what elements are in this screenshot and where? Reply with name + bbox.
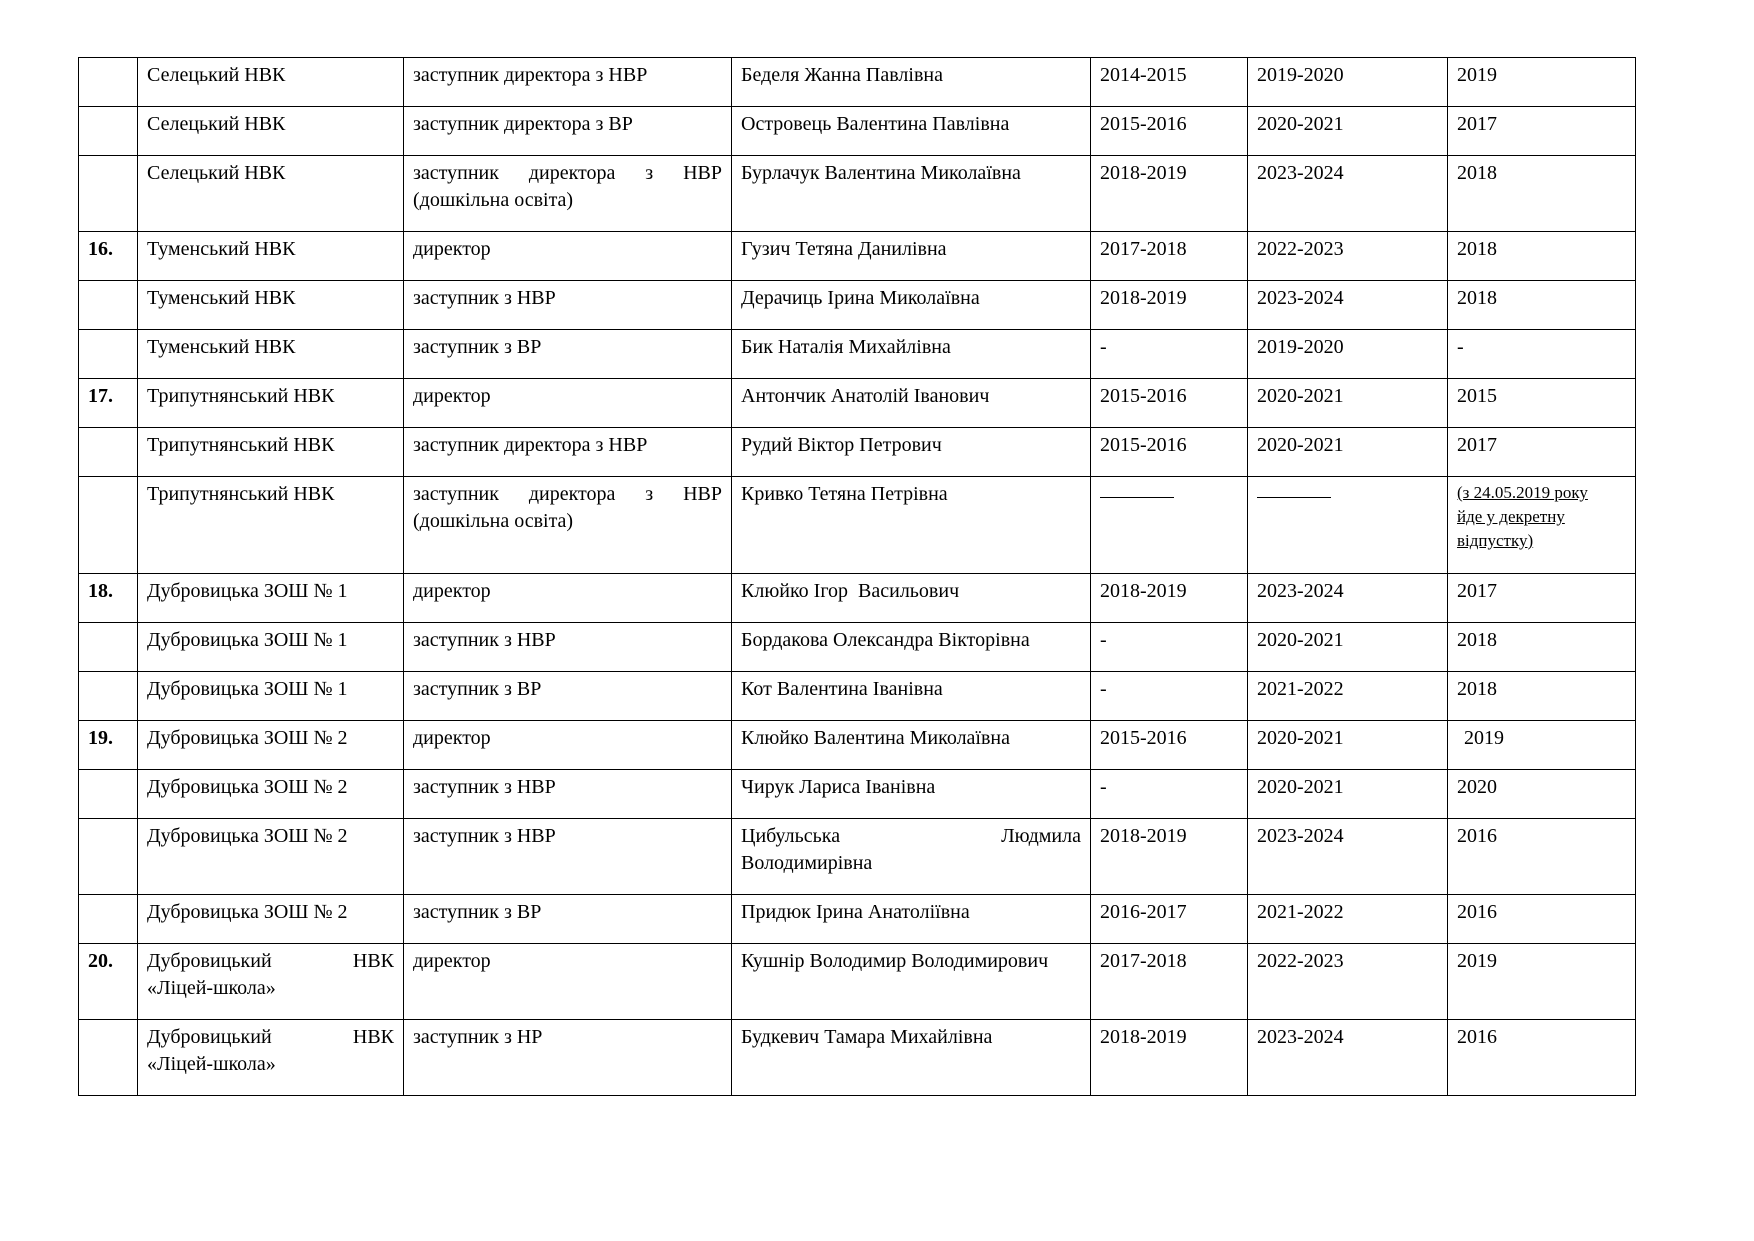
previous-period-cell: - (1091, 770, 1248, 819)
previous-period-cell: 2018-2019 (1091, 281, 1248, 330)
document-page (78, 57, 1635, 1096)
school-word: Дубровицький (147, 1026, 272, 1048)
year-cell: 2016 (1448, 1020, 1636, 1096)
previous-period-cell: 2017-2018 (1091, 232, 1248, 281)
table-row (79, 895, 1636, 944)
school-cell: Трипутнянський НВК (138, 428, 404, 477)
school-cell: Туменський НВК (138, 232, 404, 281)
year-cell: 2016 (1448, 895, 1636, 944)
name-cell: Бордакова Олександра Вікторівна (732, 623, 1091, 672)
name-line-1 (741, 823, 1081, 850)
next-period-cell: 2023-2024 (1248, 574, 1448, 623)
school-cell: Туменський НВК (138, 281, 404, 330)
next-period-cell: 2021-2022 (1248, 672, 1448, 721)
row-number-cell: 17. (79, 379, 138, 428)
name-cell: Дерачиць Ірина Миколаївна (732, 281, 1091, 330)
position-cell: заступник з НВР (404, 819, 732, 895)
previous-period-cell: 2014-2015 (1091, 58, 1248, 107)
position-line-1 (413, 160, 722, 187)
table-row (79, 428, 1636, 477)
table-row (79, 944, 1636, 1020)
next-period-cell: 2022-2023 (1248, 944, 1448, 1020)
school-cell: Дубровицька ЗОШ № 2 (138, 721, 404, 770)
position-word: з (645, 162, 654, 184)
row-number-cell (79, 428, 138, 477)
row-number-cell (79, 623, 138, 672)
school-cell: Туменський НВК (138, 330, 404, 379)
previous-period-cell: 2016-2017 (1091, 895, 1248, 944)
next-period-cell: 2021-2022 (1248, 895, 1448, 944)
next-period-cell: 2019-2020 (1248, 58, 1448, 107)
row-number-cell (79, 819, 138, 895)
next-period-cell: 2020-2021 (1248, 107, 1448, 156)
school-cell: Дубровицька ЗОШ № 1 (138, 623, 404, 672)
previous-period-cell: - (1091, 623, 1248, 672)
row-number-cell (79, 330, 138, 379)
table-row (79, 721, 1636, 770)
year-cell: 2015 (1448, 379, 1636, 428)
previous-period-cell: 2015-2016 (1091, 428, 1248, 477)
name-cell: Гузич Тетяна Данилівна (732, 232, 1091, 281)
school-cell: Дубровицька ЗОШ № 2 (138, 819, 404, 895)
row-number-cell (79, 107, 138, 156)
row-number-cell (79, 156, 138, 232)
name-cell: Рудий Віктор Петрович (732, 428, 1091, 477)
name-cell: Клюйко Ігор Васильович (732, 574, 1091, 623)
table-row (79, 770, 1636, 819)
next-period-cell: 2020-2021 (1248, 770, 1448, 819)
previous-period-cell: 2018-2019 (1091, 574, 1248, 623)
position-cell (404, 156, 732, 232)
table-row (79, 379, 1636, 428)
position-word: директора (528, 162, 616, 184)
previous-period-cell: 2018-2019 (1091, 819, 1248, 895)
position-word: заступник (413, 483, 499, 505)
name-cell: Будкевич Тамара Михайлівна (732, 1020, 1091, 1096)
school-cell: Трипутнянський НВК (138, 379, 404, 428)
year-cell: 2018 (1448, 672, 1636, 721)
next-period-cell: 2023-2024 (1248, 1020, 1448, 1096)
table-row (79, 477, 1636, 574)
staff-attestation-table (78, 57, 1636, 1096)
position-cell: директор (404, 944, 732, 1020)
next-period-cell (1248, 477, 1448, 574)
previous-period-cell: 2018-2019 (1091, 156, 1248, 232)
previous-period-cell: 2018-2019 (1091, 1020, 1248, 1096)
row-number-cell (79, 281, 138, 330)
row-number-cell: 16. (79, 232, 138, 281)
name-cell: Беделя Жанна Павлівна (732, 58, 1091, 107)
name-cell: Клюйко Валентина Миколаївна (732, 721, 1091, 770)
school-word: НВК (352, 1026, 394, 1048)
position-line-2: (дошкільна освіта) (413, 189, 574, 211)
year-cell: 2019 (1448, 944, 1636, 1020)
next-period-cell: 2020-2021 (1248, 721, 1448, 770)
row-number-cell: 20. (79, 944, 138, 1020)
position-cell: директор (404, 574, 732, 623)
position-cell: заступник з ВР (404, 330, 732, 379)
next-period-cell: 2020-2021 (1248, 428, 1448, 477)
previous-period-cell: 2017-2018 (1091, 944, 1248, 1020)
position-cell: директор (404, 232, 732, 281)
year-cell: 2018 (1448, 156, 1636, 232)
name-cell: Чирук Лариса Іванівна (732, 770, 1091, 819)
name-cell: Придюк Ірина Анатоліївна (732, 895, 1091, 944)
row-number-cell (79, 477, 138, 574)
position-cell: директор (404, 721, 732, 770)
name-cell: Кушнір Володимир Володимирович (732, 944, 1091, 1020)
position-word: директора (528, 483, 616, 505)
school-line-1 (147, 948, 394, 975)
row-number-cell: 19. (79, 721, 138, 770)
name-cell: Бик Наталія Михайлівна (732, 330, 1091, 379)
name-word: Людмила (1001, 825, 1081, 847)
school-cell: Дубровицька ЗОШ № 2 (138, 895, 404, 944)
row-number-cell (79, 58, 138, 107)
position-word: НВР (683, 162, 722, 184)
previous-period-cell: 2015-2016 (1091, 379, 1248, 428)
table-row (79, 281, 1636, 330)
name-cell: Бурлачук Валентина Миколаївна (732, 156, 1091, 232)
name-cell: Кривко Тетяна Петрівна (732, 477, 1091, 574)
blank-line (1100, 481, 1174, 498)
previous-period-cell: - (1091, 672, 1248, 721)
name-word: Цибульська (741, 825, 841, 847)
row-number-cell (79, 770, 138, 819)
row-number-cell (79, 895, 138, 944)
table-row (79, 672, 1636, 721)
table-row (79, 330, 1636, 379)
name-line-2: Володимирівна (741, 852, 873, 874)
name-cell (732, 819, 1091, 895)
table-row (79, 107, 1636, 156)
year-cell: 2018 (1448, 281, 1636, 330)
school-cell: Дубровицька ЗОШ № 2 (138, 770, 404, 819)
year-cell: 2019 (1448, 58, 1636, 107)
previous-period-cell (1091, 477, 1248, 574)
school-cell (138, 1020, 404, 1096)
row-number-cell (79, 672, 138, 721)
position-cell: заступник з НВР (404, 281, 732, 330)
school-line-2: «Ліцей-школа» (147, 1053, 276, 1075)
school-line-2: «Ліцей-школа» (147, 977, 276, 999)
position-cell: заступник з НВР (404, 770, 732, 819)
year-cell (1448, 477, 1636, 574)
table-row (79, 232, 1636, 281)
school-cell: Селецький НВК (138, 58, 404, 107)
school-cell: Трипутнянський НВК (138, 477, 404, 574)
name-cell: Кот Валентина Іванівна (732, 672, 1091, 721)
school-word: НВК (352, 950, 394, 972)
school-cell: Дубровицька ЗОШ № 1 (138, 574, 404, 623)
table-row (79, 623, 1636, 672)
name-cell: Островець Валентина Павлівна (732, 107, 1091, 156)
previous-period-cell: 2015-2016 (1091, 107, 1248, 156)
year-cell: - (1448, 330, 1636, 379)
position-word: НВР (683, 483, 722, 505)
school-cell: Дубровицька ЗОШ № 1 (138, 672, 404, 721)
position-line-1 (413, 481, 722, 508)
next-period-cell: 2019-2020 (1248, 330, 1448, 379)
year-cell: 2018 (1448, 623, 1636, 672)
table-row (79, 156, 1636, 232)
school-word: Дубровицький (147, 950, 272, 972)
position-line-2: (дошкільна освіта) (413, 510, 574, 532)
row-number-cell: 18. (79, 574, 138, 623)
blank-line (1257, 481, 1331, 498)
year-cell: 2020 (1448, 770, 1636, 819)
table-row (79, 1020, 1636, 1096)
school-cell: Селецький НВК (138, 156, 404, 232)
position-cell: заступник з НВР (404, 623, 732, 672)
position-cell: заступник директора з НВР (404, 58, 732, 107)
row-number-cell (79, 1020, 138, 1096)
year-cell: 2017 (1448, 574, 1636, 623)
leave-note-line: йде у декретну (1457, 507, 1565, 526)
school-cell: Селецький НВК (138, 107, 404, 156)
year-cell: 2016 (1448, 819, 1636, 895)
school-cell (138, 944, 404, 1020)
next-period-cell: 2020-2021 (1248, 623, 1448, 672)
next-period-cell: 2022-2023 (1248, 232, 1448, 281)
year-cell: 2017 (1448, 428, 1636, 477)
next-period-cell: 2020-2021 (1248, 379, 1448, 428)
table-row (79, 574, 1636, 623)
position-cell: директор (404, 379, 732, 428)
previous-period-cell: 2015-2016 (1091, 721, 1248, 770)
name-cell: Антончик Анатолій Іванович (732, 379, 1091, 428)
year-cell: 2017 (1448, 107, 1636, 156)
position-word: заступник (413, 162, 499, 184)
table-row (79, 819, 1636, 895)
next-period-cell: 2023-2024 (1248, 281, 1448, 330)
position-cell: заступник з ВР (404, 672, 732, 721)
previous-period-cell: - (1091, 330, 1248, 379)
position-cell: заступник директора з ВР (404, 107, 732, 156)
leave-note-line: відпустку) (1457, 531, 1534, 550)
year-cell: 2018 (1448, 232, 1636, 281)
school-line-1 (147, 1024, 394, 1051)
position-word: з (645, 483, 654, 505)
position-cell: заступник директора з НВР (404, 428, 732, 477)
table-row (79, 58, 1636, 107)
year-cell: 2019 (1448, 721, 1636, 770)
next-period-cell: 2023-2024 (1248, 156, 1448, 232)
leave-note-line: (з 24.05.2019 року (1457, 483, 1588, 502)
next-period-cell: 2023-2024 (1248, 819, 1448, 895)
position-cell: заступник з ВР (404, 895, 732, 944)
position-cell (404, 477, 732, 574)
position-cell: заступник з НР (404, 1020, 732, 1096)
